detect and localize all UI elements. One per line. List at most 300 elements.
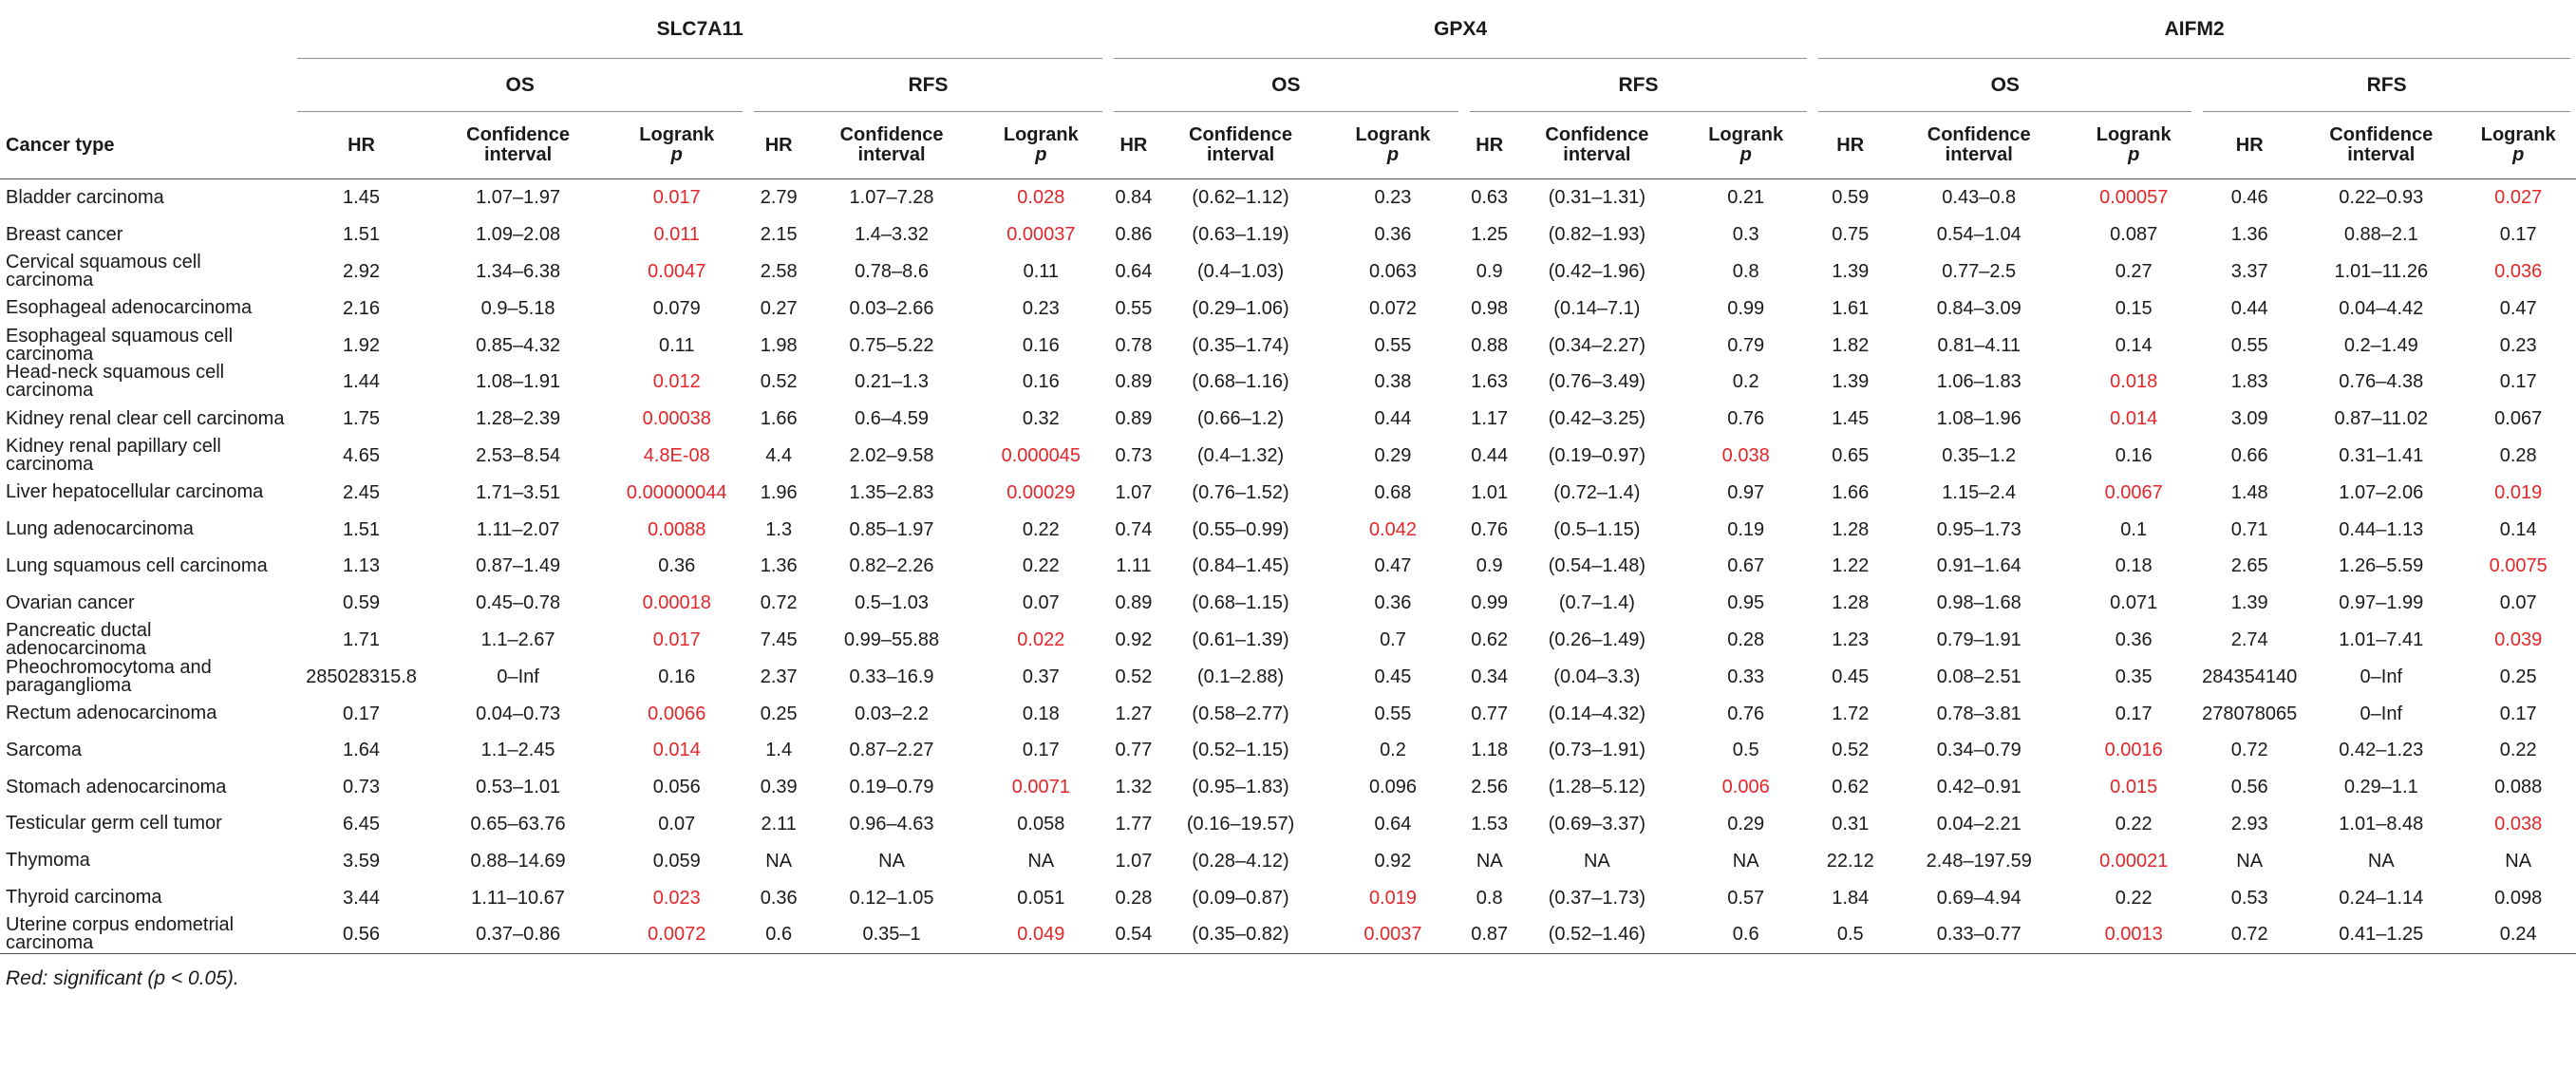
ci-cell: 0.87–11.02 (2334, 408, 2429, 430)
hr-cell: 0.53 (2230, 887, 2268, 909)
col-confidence-interval (809, 112, 973, 179)
hr-cell: 1.53 (1471, 813, 1509, 835)
logrank-cell: 0.07 (1022, 592, 1060, 614)
logrank-cell: 0.00018 (642, 592, 711, 614)
logrank-cell: 0.44 (1374, 408, 1412, 430)
gene-header-slc7a11: SLC7A11 (656, 18, 743, 40)
hr-cell: 1.63 (1471, 371, 1509, 393)
logrank-cell: 0.36 (2115, 628, 2153, 650)
hr-cell: 0.5 (1813, 916, 1888, 953)
table-row (0, 327, 2576, 364)
hr-cell: 0.65 (1832, 444, 1870, 466)
table-row (0, 806, 2576, 843)
hr-cell: 1.18 (1471, 740, 1509, 761)
slc7a11-os-underline (297, 111, 743, 112)
hr-cell: 1.66 (760, 408, 798, 430)
logrank-cell: 0.15 (2115, 297, 2153, 319)
ci-cell: 0.69–4.94 (1936, 887, 2021, 909)
hr-cell: 1.96 (760, 481, 798, 503)
hr-cell: 1.17 (1471, 408, 1509, 430)
logrank-cell: 0.19 (1727, 518, 1765, 540)
aifm2-rfs-underline (2203, 111, 2570, 112)
ci-cell: 0.33–0.77 (1888, 916, 2070, 953)
ci-cell: (0.09–0.87) (1192, 887, 1289, 909)
ci-cell: 0.42–0.91 (1936, 777, 2021, 798)
col-logrank-p (974, 112, 1108, 179)
cancer-type-cell: Esophageal squamous cell carcinoma (6, 325, 234, 365)
logrank-cell: 0.0016 (2104, 740, 2163, 761)
logrank-cell: 0.36 (658, 555, 696, 577)
logrank-cell: 0.017 (652, 187, 701, 209)
hr-cell: 4.4 (765, 444, 793, 466)
hr-cell: 1.44 (343, 371, 380, 393)
ci-cell: (0.68–1.15) (1192, 592, 1289, 614)
hr-cell: 1.77 (1115, 813, 1153, 835)
ci-cell: 0.84–3.09 (1936, 297, 2021, 319)
logrank-cell: NA (2505, 850, 2532, 872)
logrank-cell: 0.5 (1732, 740, 1759, 761)
ci-cell: 0.35–1.2 (1942, 444, 2017, 466)
ci-cell: 0.96–4.63 (849, 813, 934, 835)
hr-cell: 284354140 (2202, 666, 2298, 687)
hr-cell: 2.65 (2230, 555, 2268, 577)
ci-cell: (0.95–1.83) (1192, 777, 1289, 798)
cancer-type-cell: Head-neck squamous cell carcinoma (6, 362, 225, 402)
logrank-cell: 0.07 (658, 813, 696, 835)
cancer-type-cell: Pheochromocytoma and paraganglioma (6, 656, 212, 696)
logrank-cell: 0.0037 (1322, 916, 1464, 953)
ci-cell: 1.06–1.83 (1936, 371, 2021, 393)
logrank-cell: 0.088 (2494, 777, 2543, 798)
ci-cell: 0.42–1.23 (2339, 740, 2424, 761)
gpx4-underline (1114, 58, 1807, 59)
logrank-cell: 0.0013 (2070, 916, 2197, 953)
logrank-cell: NA (1732, 850, 1759, 872)
logrank-cell: 0.68 (1374, 481, 1412, 503)
hr-cell: NA (765, 850, 793, 872)
hr-cell: 3.09 (2230, 408, 2268, 430)
hr-cell: 1.07 (1115, 850, 1153, 872)
logrank-cell: 0.23 (1374, 187, 1412, 209)
ci-cell: 1.1–2.45 (480, 740, 555, 761)
logrank-cell: 0.29 (1374, 444, 1412, 466)
hr-cell: 0.54 (1108, 916, 1159, 953)
table-row (0, 474, 2576, 511)
ci-cell: 1.08–1.91 (476, 371, 561, 393)
hr-cell: 2.16 (343, 297, 380, 319)
hr-cell: 0.98 (1471, 297, 1509, 319)
table-row (0, 401, 2576, 438)
logrank-cell: 0.18 (1022, 703, 1060, 724)
ci-cell: (0.69–3.37) (1548, 813, 1646, 835)
ci-cell: (0.82–1.93) (1548, 224, 1646, 246)
logrank-cell: 0.18 (2115, 555, 2153, 577)
logrank-cell: 0.22 (2499, 740, 2537, 761)
logrank-cell: 0.99 (1727, 297, 1765, 319)
ci-cell: 0.77–2.5 (1942, 260, 2017, 282)
ci-cell: 0.03–2.2 (855, 703, 929, 724)
hr-cell: 0.99 (1471, 592, 1509, 614)
header-blank (0, 0, 291, 59)
ci-cell: 1.35–2.83 (849, 481, 934, 503)
logrank-cell: 0.36 (1374, 592, 1412, 614)
hr-cell: 0.92 (1115, 628, 1153, 650)
hr-cell: 0.72 (760, 592, 798, 614)
hr-cell: 1.22 (1832, 555, 1870, 577)
col-logrank-line2: p (2128, 144, 2140, 165)
ci-cell: (0.16–19.57) (1186, 813, 1295, 835)
ci-cell: (0.14–7.1) (1553, 297, 1641, 319)
ci-cell: 0.95–1.73 (1936, 518, 2021, 540)
col-hr: HR (1813, 112, 1888, 179)
hr-cell: 1.36 (2230, 224, 2268, 246)
ci-cell: 0.65–63.76 (470, 813, 566, 835)
logrank-cell: 0.00021 (2099, 850, 2169, 872)
ci-cell: (0.84–1.45) (1192, 555, 1289, 577)
ci-cell: 0.79–1.91 (1936, 628, 2021, 650)
hr-cell: 0.27 (760, 297, 798, 319)
logrank-cell: 0.027 (2494, 187, 2543, 209)
col-hr: HR (748, 112, 809, 179)
hr-cell: 1.51 (343, 224, 380, 246)
hr-cell: 0.52 (760, 371, 798, 393)
ci-cell: (0.42–3.25) (1548, 408, 1646, 430)
ci-cell: (0.28–4.12) (1192, 850, 1289, 872)
ci-cell: 0.78–3.81 (1936, 703, 2021, 724)
logrank-cell: 0.0075 (2489, 555, 2548, 577)
ci-cell: (0.76–1.52) (1192, 481, 1289, 503)
hr-cell: 7.45 (760, 628, 798, 650)
logrank-cell: 0.95 (1727, 592, 1765, 614)
ci-cell: 0.91–1.64 (1936, 555, 2021, 577)
ci-cell: 1.1–2.67 (480, 628, 555, 650)
logrank-cell: 0.0088 (648, 518, 706, 540)
ci-cell: (0.26–1.49) (1548, 628, 1646, 650)
hr-cell: 1.39 (1832, 260, 1870, 282)
ci-cell: 0.88–2.1 (2343, 224, 2418, 246)
logrank-cell: 0.042 (1368, 518, 1417, 540)
ci-cell: 0.08–2.51 (1936, 666, 2021, 687)
hr-cell: 1.48 (2230, 481, 2268, 503)
logrank-cell: 0.00038 (642, 408, 711, 430)
logrank-cell: 0.11 (659, 334, 695, 356)
hr-cell: 0.73 (343, 777, 380, 798)
logrank-cell: 0.16 (658, 666, 696, 687)
cancer-type-cell: Ovarian cancer (6, 591, 135, 613)
table-row (0, 732, 2576, 769)
logrank-cell: 0.00037 (1006, 224, 1076, 246)
ci-cell: (0.14–4.32) (1548, 703, 1646, 724)
cancer-type-cell: Pancreatic ductal adenocarcinoma (6, 619, 152, 659)
ci-cell: 1.34–6.38 (476, 260, 561, 282)
logrank-cell: 0.0072 (605, 916, 748, 953)
ci-cell: 1.01–8.48 (2339, 813, 2424, 835)
hr-cell: 1.61 (1832, 297, 1870, 319)
col-logrank-line1: Logrank (1708, 124, 1784, 145)
ci-cell: (0.42–1.96) (1548, 260, 1646, 282)
ci-cell: 0.85–4.32 (476, 334, 561, 356)
hr-cell: NA (1476, 850, 1503, 872)
hr-cell: 0.31 (1832, 813, 1870, 835)
col-logrank-line1: Logrank (1355, 124, 1431, 145)
group-header-slc7a11-os: OS (505, 74, 535, 96)
ci-cell: (0.19–0.97) (1548, 444, 1646, 466)
logrank-cell: 0.019 (2494, 481, 2543, 503)
ci-cell: (0.7–1.4) (1558, 592, 1635, 614)
cancer-type-cell: Thyroid carcinoma (6, 887, 162, 909)
logrank-cell: 0.22 (2115, 887, 2153, 909)
logrank-cell: 0.2 (1732, 371, 1759, 393)
ci-cell: 1.71–3.51 (476, 481, 561, 503)
hr-cell: 0.45 (1832, 666, 1870, 687)
logrank-cell: 0.072 (1368, 297, 1417, 319)
logrank-cell: 0.0066 (648, 703, 706, 724)
ci-cell: 0.78–8.6 (855, 260, 929, 282)
table-row (0, 585, 2576, 622)
hr-cell: 2.58 (760, 260, 798, 282)
ci-cell: (1.28–5.12) (1548, 777, 1646, 798)
logrank-cell: 0.28 (2499, 444, 2537, 466)
hr-cell: 0.39 (760, 777, 798, 798)
logrank-cell: 0.036 (2494, 260, 2543, 282)
gpx4-os-underline (1114, 111, 1458, 112)
hr-cell: 1.51 (343, 518, 380, 540)
hr-cell: 1.75 (343, 408, 380, 430)
hr-cell: 1.82 (1832, 334, 1870, 356)
col-logrank-line1: Logrank (2096, 124, 2172, 145)
hr-cell: 1.98 (760, 334, 798, 356)
col-logrank-p (2070, 112, 2197, 179)
col-confidence-interval (1159, 112, 1322, 179)
logrank-cell: 0.011 (653, 224, 701, 246)
ci-cell: 0–Inf (2360, 666, 2403, 687)
ci-cell: (0.68–1.16) (1192, 371, 1289, 393)
col-ci-line1: Confidence (466, 124, 571, 145)
logrank-cell: 0.32 (1022, 408, 1060, 430)
col-ci-line2: interval (2347, 144, 2416, 165)
logrank-cell: 0.000045 (1001, 444, 1081, 466)
hr-cell: 2.56 (1471, 777, 1509, 798)
table-row (0, 548, 2576, 585)
table-row (0, 216, 2576, 253)
ci-cell: 1.11–10.67 (471, 887, 565, 909)
col-ci-line2: interval (857, 144, 926, 165)
col-ci-line1: Confidence (1189, 124, 1293, 145)
ci-cell: 0.43–0.8 (1942, 187, 2017, 209)
hr-cell: 1.66 (1832, 481, 1870, 503)
ci-cell: 1.01–7.41 (2339, 628, 2424, 650)
table-row (0, 364, 2576, 401)
hr-cell: 2.92 (343, 260, 380, 282)
hr-cell: 6.45 (343, 813, 380, 835)
hr-cell: 0.64 (1115, 260, 1153, 282)
cancer-type-cell: Uterine corpus endometrial carcinoma (0, 916, 291, 953)
logrank-cell: 0.071 (2110, 592, 2158, 614)
ci-cell: 0–Inf (497, 666, 539, 687)
logrank-cell: 0.17 (2115, 703, 2153, 724)
col-logrank-line1: Logrank (2480, 124, 2556, 145)
col-ci-line2: interval (1206, 144, 1275, 165)
logrank-cell: 0.012 (652, 371, 701, 393)
logrank-cell: 0.015 (2110, 777, 2158, 798)
hr-cell: 0.73 (1115, 444, 1153, 466)
col-confidence-interval (431, 112, 606, 179)
hr-cell: 0.77 (1471, 703, 1509, 724)
hr-cell: 0.89 (1115, 371, 1153, 393)
logrank-cell: 0.6 (1679, 916, 1813, 953)
hr-cell: 0.72 (2230, 740, 2268, 761)
hr-cell: 1.39 (2230, 592, 2268, 614)
table-row (0, 438, 2576, 475)
hr-cell: 0.71 (2230, 518, 2268, 540)
ci-cell: 0.99–55.88 (843, 628, 940, 650)
ci-cell: (0.72–1.4) (1553, 481, 1641, 503)
table-row (0, 769, 2576, 806)
hr-cell: 0.59 (1832, 187, 1870, 209)
hr-cell: 285028315.8 (306, 666, 417, 687)
hr-cell: 0.44 (2230, 297, 2268, 319)
table-row (0, 916, 2576, 953)
hr-cell: 2.11 (761, 813, 797, 835)
logrank-cell: 0.33 (1727, 666, 1765, 687)
ci-cell: 1.4–3.32 (855, 224, 929, 246)
cancer-type-cell: Breast cancer (6, 223, 123, 245)
col-confidence-interval (1888, 112, 2070, 179)
hr-cell: 0.46 (2230, 187, 2268, 209)
ci-cell: 1.01–11.26 (2334, 260, 2429, 282)
table-row (0, 622, 2576, 659)
cancer-type-cell: Kidney renal papillary cell carcinoma (6, 435, 221, 475)
hr-cell: 1.23 (1832, 628, 1870, 650)
logrank-cell: 0.45 (1374, 666, 1412, 687)
aifm2-os-underline (1818, 111, 2191, 112)
logrank-cell: 0.17 (2499, 703, 2537, 724)
ci-cell: 0.33–16.9 (849, 666, 934, 687)
group-header-gpx4-os: OS (1271, 74, 1301, 96)
ci-cell: 2.53–8.54 (476, 444, 561, 466)
logrank-cell: 0.07 (2499, 592, 2537, 614)
logrank-cell: 0.039 (2494, 628, 2543, 650)
cancer-type-cell: Esophageal adenocarcinoma (6, 297, 253, 319)
logrank-cell: 0.35 (2115, 666, 2153, 687)
hr-cell: 0.75 (1832, 224, 1870, 246)
logrank-cell: 0.97 (1727, 481, 1765, 503)
hr-cell: 0.86 (1115, 224, 1153, 246)
logrank-cell: 0.063 (1368, 260, 1417, 282)
ci-cell: 0.9–5.18 (480, 297, 555, 319)
logrank-cell: 0.23 (1022, 297, 1060, 319)
hr-cell: 1.45 (1832, 408, 1870, 430)
logrank-cell: 0.0071 (1011, 777, 1070, 798)
ci-cell: (0.4–1.32) (1196, 444, 1285, 466)
ci-cell: 0.76–4.38 (2339, 371, 2424, 393)
cancer-type-cell: Kidney renal clear cell carcinoma (6, 407, 285, 429)
logrank-cell: 0.049 (974, 916, 1108, 953)
col-confidence-interval (2302, 112, 2460, 179)
ci-cell: 0.21–1.3 (855, 371, 929, 393)
col-logrank-line2: p (670, 144, 683, 165)
ci-cell: 2.48–197.59 (1926, 850, 2032, 872)
hr-cell: 1.25 (1471, 224, 1509, 246)
hr-cell: 22.12 (1826, 850, 1874, 872)
logrank-cell: 0.37 (1022, 666, 1060, 687)
logrank-cell: 0.25 (2499, 666, 2537, 687)
hr-cell: 0.62 (1832, 777, 1870, 798)
ci-cell: (0.54–1.48) (1548, 555, 1646, 577)
aifm2-underline (1818, 58, 2570, 59)
ci-cell: 0–Inf (2360, 703, 2403, 724)
hr-cell: 0.59 (343, 592, 380, 614)
logrank-cell: 0.098 (2494, 887, 2543, 909)
logrank-cell: 0.11 (1023, 260, 1060, 282)
logrank-cell: 0.22 (1022, 518, 1060, 540)
table-row (0, 879, 2576, 916)
hr-cell: 1.71 (343, 628, 380, 650)
ci-cell: 0.75–5.22 (849, 334, 934, 356)
logrank-cell: 0.018 (2110, 371, 2158, 393)
logrank-cell: 0.38 (1374, 371, 1412, 393)
ci-cell: (0.1–2.88) (1196, 666, 1285, 687)
ci-cell: 0.34–0.79 (1936, 740, 2021, 761)
logrank-cell: 0.29 (1727, 813, 1765, 835)
ci-cell: 0.41–1.25 (2302, 916, 2460, 953)
hr-cell: 0.88 (1471, 334, 1509, 356)
hr-cell: 1.72 (1832, 703, 1870, 724)
ci-cell: 0.22–0.93 (2339, 187, 2424, 209)
logrank-cell: 0.92 (1374, 850, 1412, 872)
ci-cell: (0.73–1.91) (1548, 740, 1646, 761)
logrank-cell: 0.14 (2499, 518, 2537, 540)
hr-cell: 0.78 (1115, 334, 1153, 356)
ci-cell: (0.35–0.82) (1159, 916, 1322, 953)
ci-cell: 0.6–4.59 (855, 408, 929, 430)
gene-header-row (0, 0, 2576, 59)
logrank-cell: 0.16 (1022, 334, 1060, 356)
ci-cell: (0.37–1.73) (1548, 887, 1646, 909)
logrank-cell: 0.2 (1380, 740, 1406, 761)
ci-cell: 2.02–9.58 (849, 444, 934, 466)
logrank-cell: 0.067 (2494, 408, 2543, 430)
logrank-cell: 0.014 (652, 740, 701, 761)
survival-group-row (0, 59, 2576, 112)
logrank-cell: 0.014 (2110, 408, 2158, 430)
ci-cell: 0.98–1.68 (1936, 592, 2021, 614)
logrank-cell: 0.096 (1368, 777, 1417, 798)
ci-cell: 1.09–2.08 (476, 224, 561, 246)
hr-cell: 1.64 (343, 740, 380, 761)
logrank-cell: 0.16 (1022, 371, 1060, 393)
ci-cell: 1.08–1.96 (1936, 408, 2021, 430)
cancer-type-cell: Liver hepatocellular carcinoma (6, 481, 264, 503)
hr-cell: 0.9 (1476, 260, 1503, 282)
hr-cell: 0.34 (1471, 666, 1509, 687)
logrank-cell: 0.67 (1727, 555, 1765, 577)
ci-cell: (0.55–0.99) (1192, 518, 1289, 540)
col-logrank-line1: Logrank (639, 124, 715, 145)
logrank-cell: 0.36 (1374, 224, 1412, 246)
ci-cell: (0.62–1.12) (1192, 187, 1289, 209)
logrank-cell: 0.038 (2494, 813, 2543, 835)
ci-cell: 0.44–1.13 (2339, 518, 2424, 540)
cancer-type-cell: Thymoma (6, 850, 90, 872)
hr-cell: 2.45 (343, 481, 380, 503)
col-logrank-line2: p (2512, 144, 2525, 165)
hr-cell: 3.59 (343, 850, 380, 872)
col-ci-line1: Confidence (1927, 124, 2031, 145)
hr-cell: 2.37 (760, 666, 798, 687)
ci-cell: (0.29–1.06) (1192, 297, 1289, 319)
hr-cell: 2.15 (760, 224, 798, 246)
